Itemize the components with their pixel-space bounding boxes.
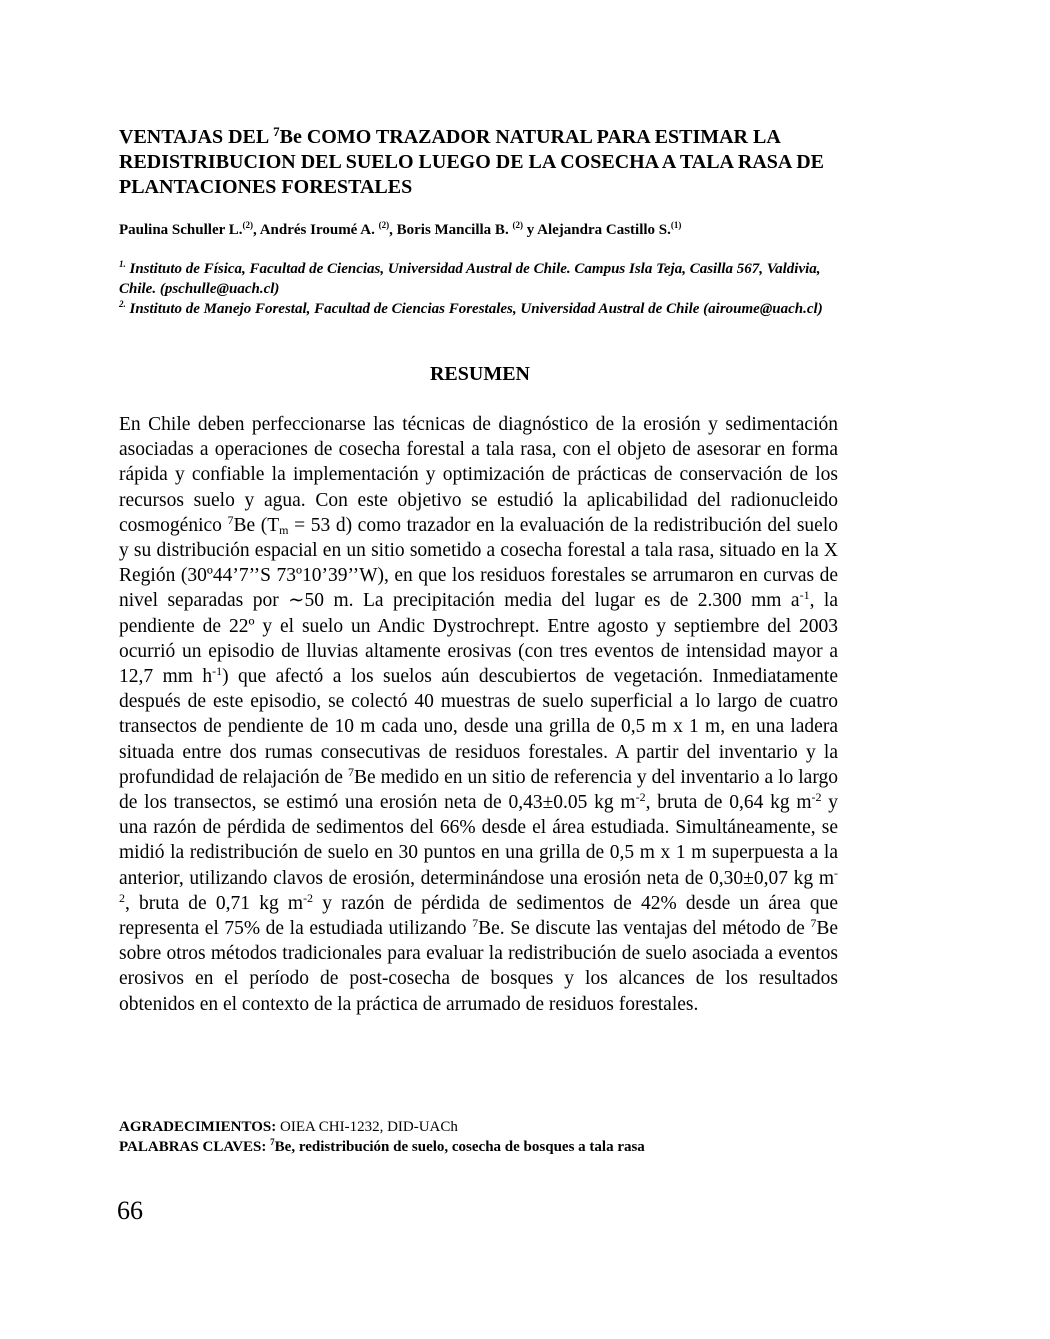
affiliations [119, 259, 859, 319]
page-number: 66 [117, 1196, 143, 1225]
author-affiliation-ref: (2) [242, 220, 254, 230]
abstract-text: y razón de pérdida de sedimentos de 42% desde un área que representa el 75% de la estudiada utilizando [119, 892, 838, 940]
keywords-text: Be, redistribución de suelo, cosecha de bosques a tala rasa [274, 1139, 645, 1155]
superscript: -2 [303, 890, 314, 905]
abstract-text: , la pendiente de 22º y el suelo un Andic Dystrochrept. Entre agosto y septiembre del 2003 ocurrió un episodio de lluvias altamente erosivas (con tres eventos de intensidad mayor a 12,7 mm h [119, 590, 838, 688]
author-affiliation-ref: (2) [378, 220, 390, 230]
superscript: 7 [810, 916, 817, 931]
author-affiliation-ref: (2) [512, 220, 523, 230]
abstract-text: Be medido en un sitio de referencia y del inventario a lo largo de los transectos, se estimó una erosión neta de 0,43±0.05 kg m [119, 766, 838, 814]
abstract-text: Be (T [233, 514, 280, 536]
keywords-label: PALABRAS CLAVES: [119, 1139, 271, 1155]
affiliation-1 [119, 259, 859, 299]
author-separator: , [253, 222, 260, 238]
affiliation-text: Instituto de Física, Facultad de Ciencias, Universidad Austral de Chile. Campus Isla Teja, Casilla 567, Valdivia, Chile. (pschulle@uach.cl) [119, 261, 821, 297]
affiliation-mark: 2. [119, 299, 126, 309]
abstract-text: En Chile deben perfeccionarse las técnicas de diagnóstico de la erosión y sedimentación asociadas a operaciones de cosecha forestal a tala rasa, con el objeto de asesorar en forma rápida y confiable la implementación y optimización de prácticas de conservación de los recursos suelo y agua. Con este objetivo se estudió la aplicabilidad del radionucleido cosmogénico [119, 414, 838, 536]
superscript: -2 [811, 790, 822, 805]
superscript: 7 [270, 1137, 275, 1147]
abstract-text: , bruta de 0,64 kg m [645, 792, 812, 814]
author-name: Paulina Schuller L. [119, 222, 243, 238]
superscript: 7 [227, 512, 234, 527]
acknowledgements-text: OIEA CHI-1232, DID-UACh [276, 1119, 458, 1135]
superscript: -1 [212, 664, 223, 679]
superscript: -2 [635, 790, 646, 805]
keywords [119, 1137, 939, 1157]
title-part-1: VENTAJAS DEL [119, 126, 274, 148]
title-part-2: Be COMO TRAZADOR NATURAL PARA ESTIMAR LA REDISTRIBUCION DEL SUELO LUEGO DE LA COSECHA A TALA RASA DE PLANTACIONES FORESTALES [119, 126, 825, 198]
superscript: 7 [347, 764, 354, 779]
title-isotope-mass: 7 [273, 124, 280, 139]
paper-title [119, 125, 879, 200]
superscript: 7 [472, 916, 479, 931]
abstract-text: , bruta de 0,71 kg m [125, 892, 304, 914]
superscript: -2 [119, 865, 838, 905]
footer-notes [119, 1117, 939, 1157]
subscript: m [279, 522, 289, 537]
author-separator: , [389, 222, 397, 238]
abstract-body [119, 412, 838, 1017]
section-heading-resumen: RESUMEN [429, 363, 530, 385]
affiliation-mark: 1. [119, 259, 126, 269]
abstract-text: Be. Se discute las ventajas del método de [478, 918, 811, 940]
abstract-text: = 53 d) como trazador en la evaluación de la redistribución del suelo y su distribución espacial en un sitio sometido a cosecha forestal a tala rasa, situado en la X Región (30º44’7’’S 73º10’39’’W), en que los residuos forestales se arrumaron en curvas de nivel separadas por ∼50 m. La precipitación media del lugar es de 2.300 mm a [119, 514, 838, 612]
acknowledgements [119, 1117, 939, 1137]
author-list [119, 220, 939, 240]
author-name: Alejandra Castillo S. [537, 222, 671, 238]
affiliation-text: Instituto de Manejo Forestal, Facultad de Ciencias Forestales, Universidad Austral de Chile (airoume@uach.cl) [125, 301, 823, 317]
author-name: Boris Mancilla B. [396, 222, 513, 238]
abstract-text: ) que afectó a los suelos aún descubiertos de vegetación. Inmediatamente después de este episodio, se colectó 40 muestras de suelo superficial a lo largo de cuatro transectos de pendiente de 10 m cada uno, desde una grilla de 0,5 m x 1 m, en una ladera situada entre dos rumas consecutivas de residuos forestales. A partir del inventario y la profundidad de relajación de [119, 666, 838, 788]
abstract-text: y una razón de pérdida de sedimentos del 66% desde el área estudiada. Simultáneamente, se midió la redistribución de suelo en 30 puntos en una grilla de 0,5 m x 1 m superpuesta a la anterior, utilizando clavos de erosión, determinándose una erosión neta de 0,30±0,07 kg m [119, 792, 839, 889]
abstract-text: Be sobre otros métodos tradicionales para evaluar la redistribución de suelo asociada a eventos erosivos en el período de post-cosecha de bosques y los alcances de los resultados obtenidos en el contexto de la práctica de arrumado de residuos forestales. [119, 918, 839, 1015]
author-separator: y [522, 222, 538, 238]
author-affiliation-ref: (1) [670, 220, 682, 230]
author-name: Andrés Iroumé A. [259, 222, 379, 238]
affiliation-2 [119, 299, 859, 319]
superscript: -1 [799, 588, 810, 603]
acknowledgements-label: AGRADECIMIENTOS: [119, 1119, 277, 1135]
